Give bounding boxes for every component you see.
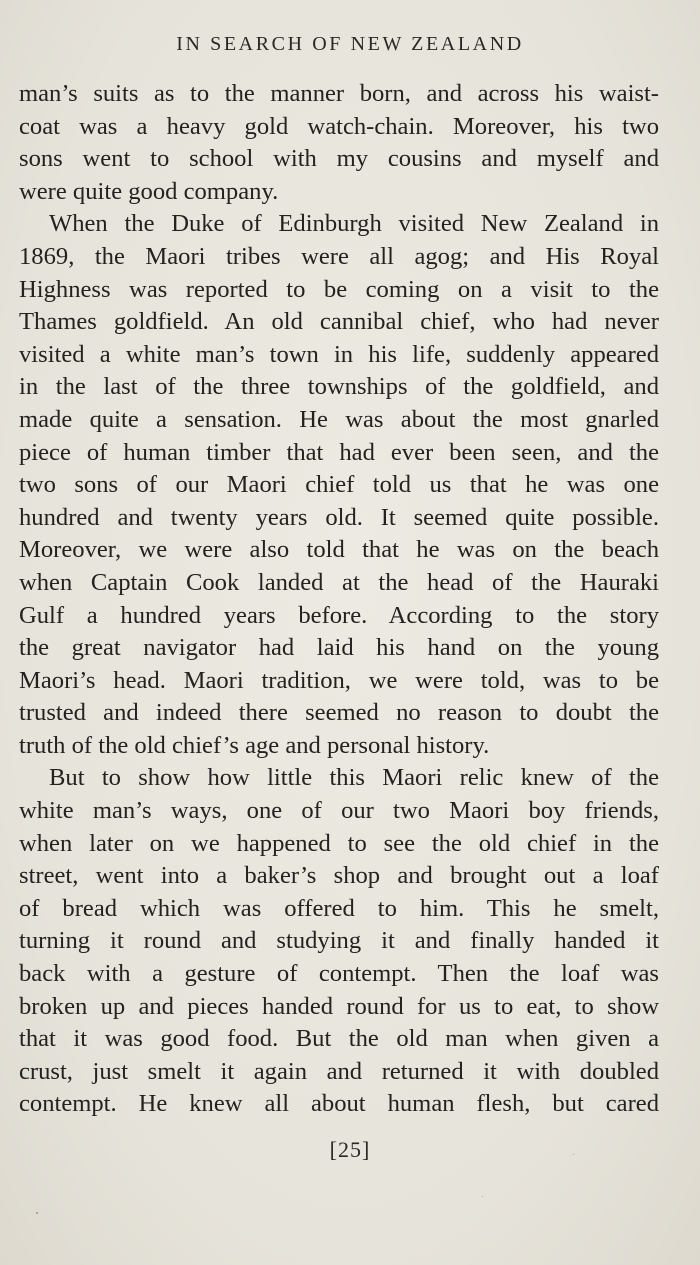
text-line: sons went to school with my cousins and myself and — [19, 145, 659, 173]
paragraph — [19, 78, 659, 208]
text-line: truth of the old chief’s age and personal history. — [19, 731, 490, 759]
text-line: piece of human timber that had ever been seen, and the — [19, 438, 659, 466]
text-line: Maori’s head. Maori tradition, we were told, was to be — [19, 666, 659, 694]
text-line: man’s suits as to the manner born, and across his waist- — [19, 80, 659, 107]
text-line: the great navigator had laid his hand on the young — [19, 634, 659, 662]
text-line: back with a gesture of contempt. Then the loaf was — [19, 960, 659, 988]
text-line: Thames goldfield. An old cannibal chief, who had never — [19, 308, 659, 336]
text-line: when later on we happened to see the old chief in the — [19, 829, 659, 857]
paper-speck — [482, 1196, 483, 1197]
text-line: broken up and pieces handed round for us to eat, to show — [19, 992, 659, 1020]
text-line: when Captain Cook landed at the head of the Hauraki — [19, 568, 659, 596]
body-text — [19, 78, 659, 1121]
text-line: in the last of the three townships of the goldfield, and — [19, 373, 659, 401]
page-number: [25] — [329, 1137, 371, 1162]
text-line: trusted and indeed there seemed no reason to doubt the — [19, 699, 659, 727]
paragraph — [19, 762, 659, 1121]
text-line: Highness was reported to be coming on a visit to the — [19, 275, 659, 303]
text-line: Moreover, we were also told that he was on the beach — [19, 536, 659, 564]
text-line: two sons of our Maori chief told us that he was one — [19, 471, 659, 499]
text-line: crust, just smelt it again and returned it with doubled — [19, 1057, 659, 1085]
text-line: visited a white man’s town in his life, suddenly appeared — [19, 340, 659, 368]
text-line: that it was good food. But the old man when given a — [19, 1025, 659, 1053]
paper-speck — [36, 1212, 38, 1214]
text-line: turning it round and studying it and finally handed it — [19, 927, 659, 955]
text-line: street, went into a baker’s shop and brought out a loaf — [19, 862, 659, 890]
running-head: IN SEARCH OF NEW ZEALAND — [176, 33, 524, 55]
text-line: 1869, the Maori tribes were all agog; and His Royal — [19, 242, 659, 270]
text-line: made quite a sensation. He was about the most gnarled — [19, 405, 659, 433]
text-line: of bread which was offered to him. This he smelt, — [19, 894, 659, 922]
text-line: But to show how little this Maori relic knew of the — [49, 764, 659, 792]
text-line: coat was a heavy gold watch-chain. Moreover, his two — [19, 112, 659, 140]
text-line: Gulf a hundred years before. According to the story — [19, 601, 659, 629]
text-line: hundred and twenty years old. It seemed quite possible. — [19, 503, 659, 531]
text-line: white man’s ways, one of our two Maori boy friends, — [19, 797, 659, 825]
paper-speck — [573, 1154, 574, 1155]
text-line: contempt. He knew all about human flesh, but cared — [19, 1090, 659, 1118]
paragraph — [19, 208, 659, 762]
text-line: When the Duke of Edinburgh visited New Zealand in — [49, 210, 659, 238]
text-line: were quite good company. — [19, 177, 279, 205]
